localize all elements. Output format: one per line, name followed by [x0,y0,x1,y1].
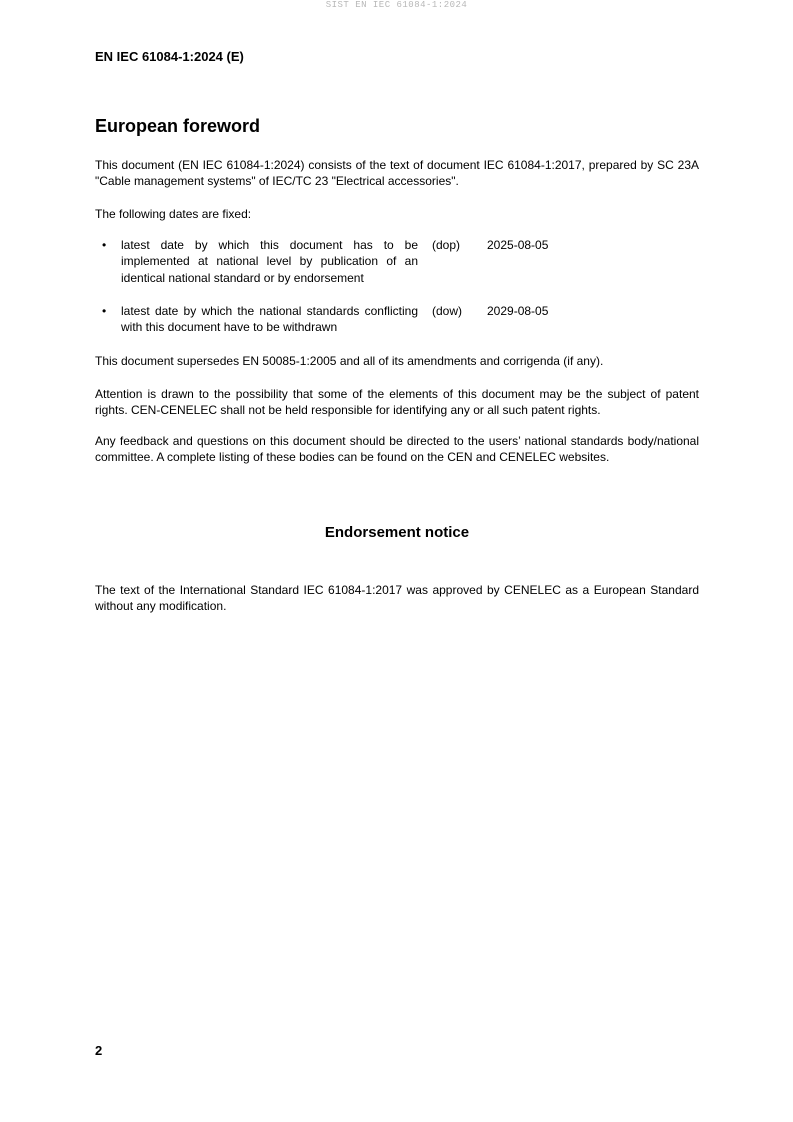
watermark: SIST EN IEC 61084-1:2024 [325,0,468,10]
patent-paragraph: Attention is drawn to the possibility that some of the elements of this document may be the subject of patent rights. CEN-CENELEC shall not be held responsible for identifying any or all such patent rights. [95,387,699,418]
foreword-intro-paragraph: This document (EN IEC 61084-1:2024) consists of the text of document IEC 61084-1:2017, prepared by SC 23A "Cable management systems" of IEC/TC 23 "Electrical accessories". [95,158,699,189]
page-number: 2 [95,1043,103,1058]
date-code: (dow) [432,304,463,318]
endorsement-paragraph: The text of the International Standard IEC 61084-1:2017 was approved by CENELEC as a European Standard without any modification. [95,583,699,614]
date-description: latest date by which the national standards conflicting with this document have to be withdrawn [121,304,418,335]
document-header: EN IEC 61084-1:2024 (E) [95,49,244,64]
bullet-icon: • [102,304,107,318]
date-value: 2029-08-05 [487,304,549,318]
bullet-icon: • [102,238,107,252]
dates-intro-paragraph: The following dates are fixed: [95,207,252,221]
date-value: 2025-08-05 [487,238,549,252]
date-description: latest date by which this document has to be implemented at national level by publication of an identical national standard or by endorsement [121,238,418,285]
feedback-paragraph: Any feedback and questions on this document should be directed to the users’ national standards body/national committee. A complete listing of these bodies can be found on the CEN and CENELEC websites. [95,434,699,465]
date-code: (dop) [432,238,461,252]
endorsement-title: Endorsement notice [324,524,470,541]
foreword-title: European foreword [95,116,261,136]
supersedes-paragraph: This document supersedes EN 50085-1:2005 and all of its amendments and corrigenda (if any). [95,354,604,368]
